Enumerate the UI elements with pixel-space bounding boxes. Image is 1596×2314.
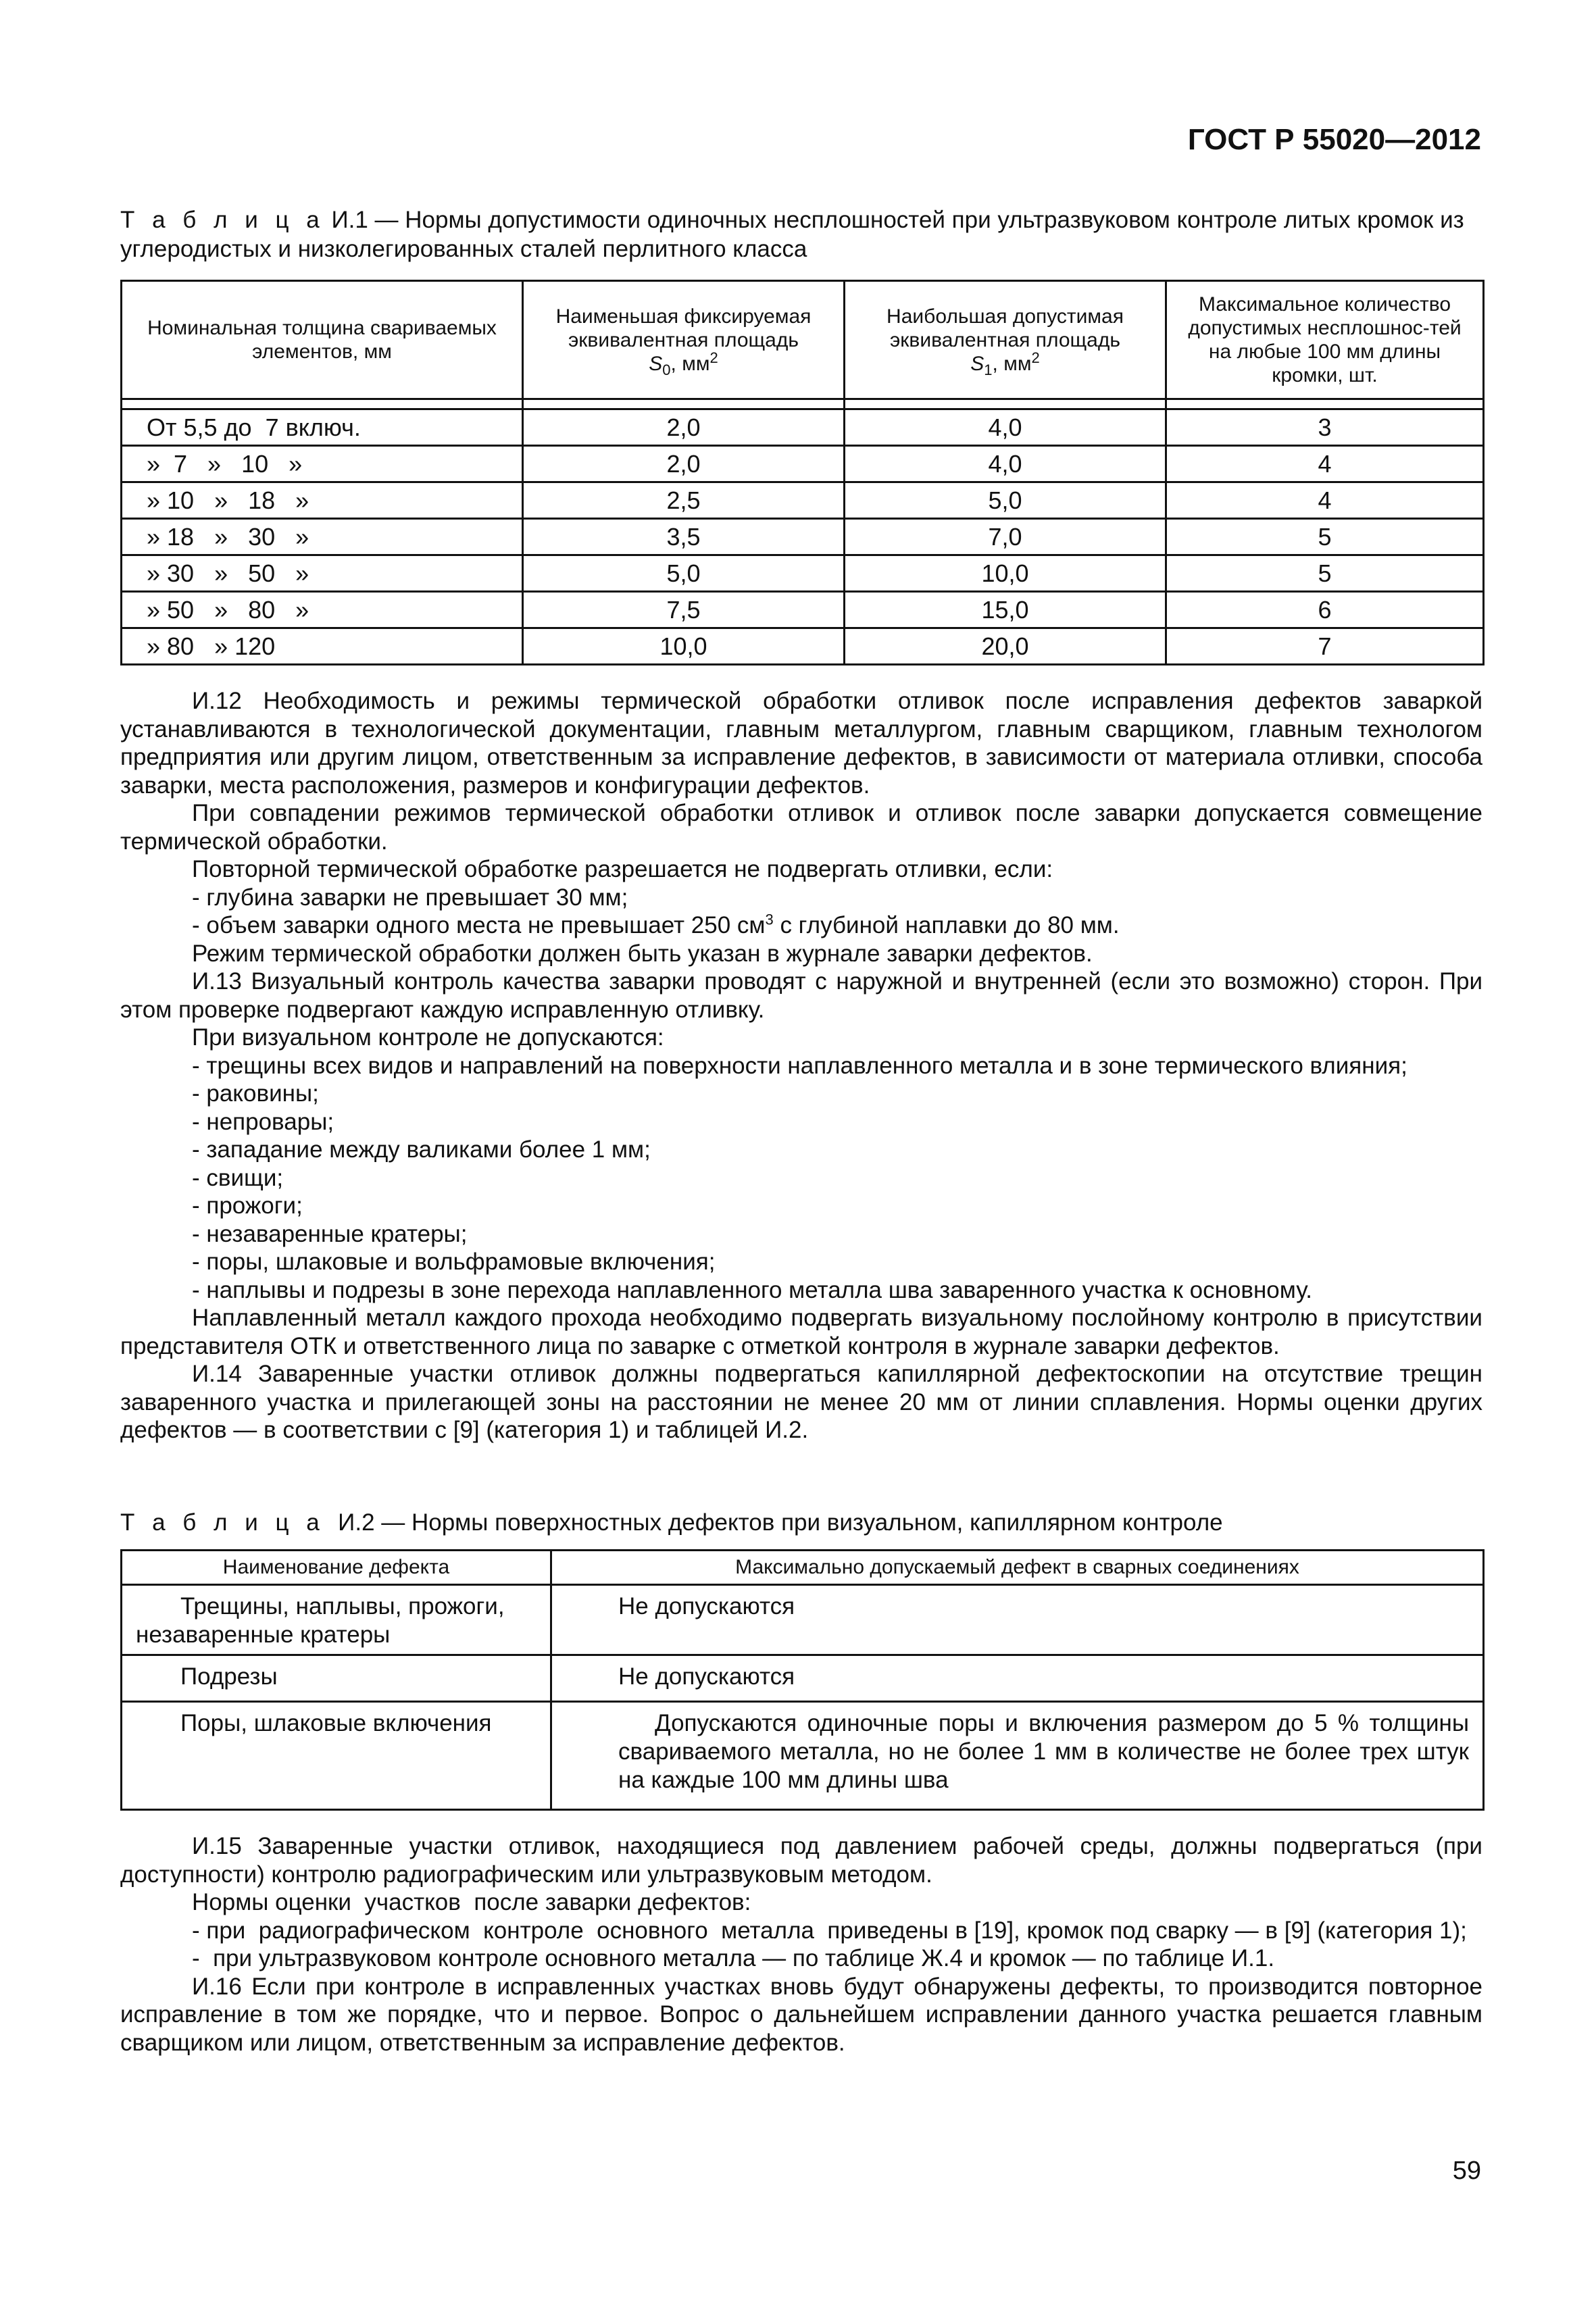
cell-s0: 7,5 — [523, 592, 845, 628]
list-item: - свищи; — [192, 1164, 284, 1191]
cell-defect-limit: Не допускаются — [551, 1655, 1484, 1702]
cell-s0: 3,5 — [523, 519, 845, 555]
cell-thickness: » 50 » 80 » — [122, 592, 523, 628]
cell-s0: 2,5 — [523, 482, 845, 519]
table-row — [122, 482, 1484, 519]
table1-header-row — [122, 281, 1484, 399]
list-item: - наплывы и подрезы в зоне перехода наплавленного металла шва заваренного участка к основному. — [192, 1276, 1312, 1303]
list-item: - при радиографическом контроле основного металла приведены в [19], кромок под сварку — в [9] (категория 1); — [192, 1917, 1467, 1944]
cell-thickness: » 80 » 120 — [122, 628, 523, 665]
paragraph: Повторной термической обработке разрешается не подвергать отливки, если: — [192, 856, 1053, 882]
cell-count: 4 — [1166, 482, 1484, 519]
section-body-1 — [120, 687, 1482, 1444]
cell-s0: 5,0 — [523, 555, 845, 592]
list-item: - трещины всех видов и направлений на поверхности наплавленного металла и в зоне термического влияния; — [192, 1052, 1407, 1079]
cell-s1: 4,0 — [845, 409, 1166, 446]
cell-thickness: » 7 » 10 » — [122, 446, 523, 482]
table-row — [122, 1702, 1484, 1810]
paragraph-i16: И.16 Если при контроле в исправленных участках вновь будут обнаружены дефекты, то производится повторное исправление в том же порядке, что и первое. Вопрос о дальнейшем исправлении данного участка решается главным сварщиком или лицом, ответственным за исправление дефектов. — [120, 1973, 1482, 2056]
cell-defect-limit: Допускаются одиночные поры и включения размером до 5 % толщины свариваемого металла, но не более 1 мм в количестве не более трех штук на каждые 100 мм длины шва — [551, 1702, 1484, 1810]
paragraph: При визуальном контроле не допускаются: — [192, 1024, 664, 1051]
table2-caption — [120, 1508, 1482, 1537]
cell-defect-name: Поры, шлаковые включения — [122, 1702, 551, 1810]
cell-defect-name: Трещины, наплывы, прожоги, незаваренные кратеры — [122, 1585, 551, 1655]
cell-count: 3 — [1166, 409, 1484, 446]
paragraph: Наплавленный металл каждого прохода необходимо подвергать визуальному послойному контролю в присутствии представителя ОТК и ответственного лица по заварке с отметкой контроля в журнале заварки дефектов. — [120, 1305, 1482, 1359]
paragraph-i13: И.13 Визуальный контроль качества заварки проводят с наружной и внутренней (если это возможно) сторон. При этом проверке подвергают каждую исправленную отливку. — [120, 968, 1482, 1023]
paragraph: Режим термической обработки должен быть указан в журнале заварки дефектов. — [192, 940, 1093, 967]
page-number: 59 — [1452, 2157, 1481, 2185]
table-row — [122, 519, 1484, 555]
table2 — [120, 1549, 1485, 1811]
cell-count: 5 — [1166, 555, 1484, 592]
table1-header-separator — [122, 399, 1484, 409]
table-row — [122, 1585, 1484, 1655]
list-item: - непровары; — [192, 1108, 334, 1135]
cell-count: 6 — [1166, 592, 1484, 628]
list-item: - незаваренные кратеры; — [192, 1220, 468, 1247]
table2-caption-prefix: Т а б л и ц а — [120, 1509, 325, 1536]
table1-header-max-count: Максимальное количество допустимых несплошнос-тей на любые 100 мм длины кромки, шт. — [1166, 281, 1484, 399]
table1-caption-text: И.1 — Нормы допустимости одиночных несплошностей при ультразвуковом контроле литых кромок из углеродистых и низколегированных сталей перлитного класса — [120, 207, 1464, 262]
cell-s1: 10,0 — [845, 555, 1166, 592]
cell-s1: 4,0 — [845, 446, 1166, 482]
list-item: - глубина заварки не превышает 30 мм; — [192, 884, 628, 911]
table-row — [122, 446, 1484, 482]
table1-caption — [120, 205, 1482, 263]
list-item: - западание между валиками более 1 мм; — [192, 1136, 651, 1163]
paragraph-i14: И.14 Заваренные участки отливок должны подвергаться капиллярной дефектоскопии на отсутствие трещин заваренного участка и прилегающей зоны на расстоянии не менее 20 мм от линии сплавления. Нормы оценки других дефектов — в соответствии с [9] (категория 1) и таблицей И.2. — [120, 1361, 1482, 1443]
table-row — [122, 592, 1484, 628]
cell-thickness: » 30 » 50 » — [122, 555, 523, 592]
section-body-2 — [120, 1832, 1482, 2057]
table1 — [120, 280, 1485, 665]
table1-header-min-area: Наименьшая фиксируемая эквивалентная площадь $S_0$, $мм^2$ — [523, 281, 845, 399]
table-row — [122, 409, 1484, 446]
cell-s0: 2,0 — [523, 409, 845, 446]
list-item: - раковины; — [192, 1080, 319, 1107]
paragraph: При совпадении режимов термической обработки отливок и отливок после заварки допускается совмещение термической обработки. — [120, 800, 1482, 855]
list-item: - объем заварки одного места не превышает 250 $см^3$ с глубиной наплавки до 80 мм. — [192, 911, 1120, 938]
table2-header-row — [122, 1551, 1484, 1585]
table1-header-max-area: Наибольшая допустимая эквивалентная площадь $S_1$, $мм^2$ — [845, 281, 1166, 399]
cell-s1: 15,0 — [845, 592, 1166, 628]
table2-caption-text: И.2 — Нормы поверхностных дефектов при визуальном, капиллярном контроле — [324, 1509, 1223, 1536]
list-item: - прожоги; — [192, 1192, 303, 1219]
cell-s1: 20,0 — [845, 628, 1166, 665]
table-row — [122, 628, 1484, 665]
cell-thickness: От 5,5 до 7 включ. — [122, 409, 523, 446]
cell-thickness: » 10 » 18 » — [122, 482, 523, 519]
table-row — [122, 555, 1484, 592]
list-item: - при ультразвуковом контроле основного металла — по таблице Ж.4 и кромок — по таблице И.1. — [192, 1945, 1275, 1971]
paragraph: Нормы оценки участков после заварки дефектов: — [192, 1889, 751, 1915]
cell-defect-limit: Не допускаются — [551, 1585, 1484, 1655]
cell-s0: 10,0 — [523, 628, 845, 665]
table1-header-thickness: Номинальная толщина свариваемых элементов, мм — [122, 281, 523, 399]
cell-count: 4 — [1166, 446, 1484, 482]
cell-s1: 7,0 — [845, 519, 1166, 555]
table2-header-defect: Наименование дефекта — [122, 1551, 551, 1585]
cell-defect-name: Подрезы — [122, 1655, 551, 1702]
cell-count: 7 — [1166, 628, 1484, 665]
paragraph-i15: И.15 Заваренные участки отливок, находящиеся под давлением рабочей среды, должны подвергаться (при доступности) контролю радиографическим или ультразвуковым методом. — [120, 1833, 1482, 1888]
standard-designation: ГОСТ Р 55020—2012 — [1187, 123, 1481, 156]
table1-caption-prefix: Т а б л и ц а — [120, 207, 325, 233]
paragraph-i12: И.12 Необходимость и режимы термической обработки отливок после исправления дефектов заваркой устанавливаются в технологической документации, главным металлургом, главным сварщиком, главным технологом предприятия или другим лицом, ответственным за исправление дефектов, в зависимости от материала отливки, способа заварки, места расположения, размеров и конфигурации дефектов. — [120, 688, 1482, 799]
table2-header-limit: Максимально допускаемый дефект в сварных соединениях — [551, 1551, 1484, 1585]
cell-s1: 5,0 — [845, 482, 1166, 519]
table-row — [122, 1655, 1484, 1702]
cell-thickness: » 18 » 30 » — [122, 519, 523, 555]
list-item: - поры, шлаковые и вольфрамовые включения; — [192, 1249, 716, 1275]
cell-count: 5 — [1166, 519, 1484, 555]
cell-s0: 2,0 — [523, 446, 845, 482]
